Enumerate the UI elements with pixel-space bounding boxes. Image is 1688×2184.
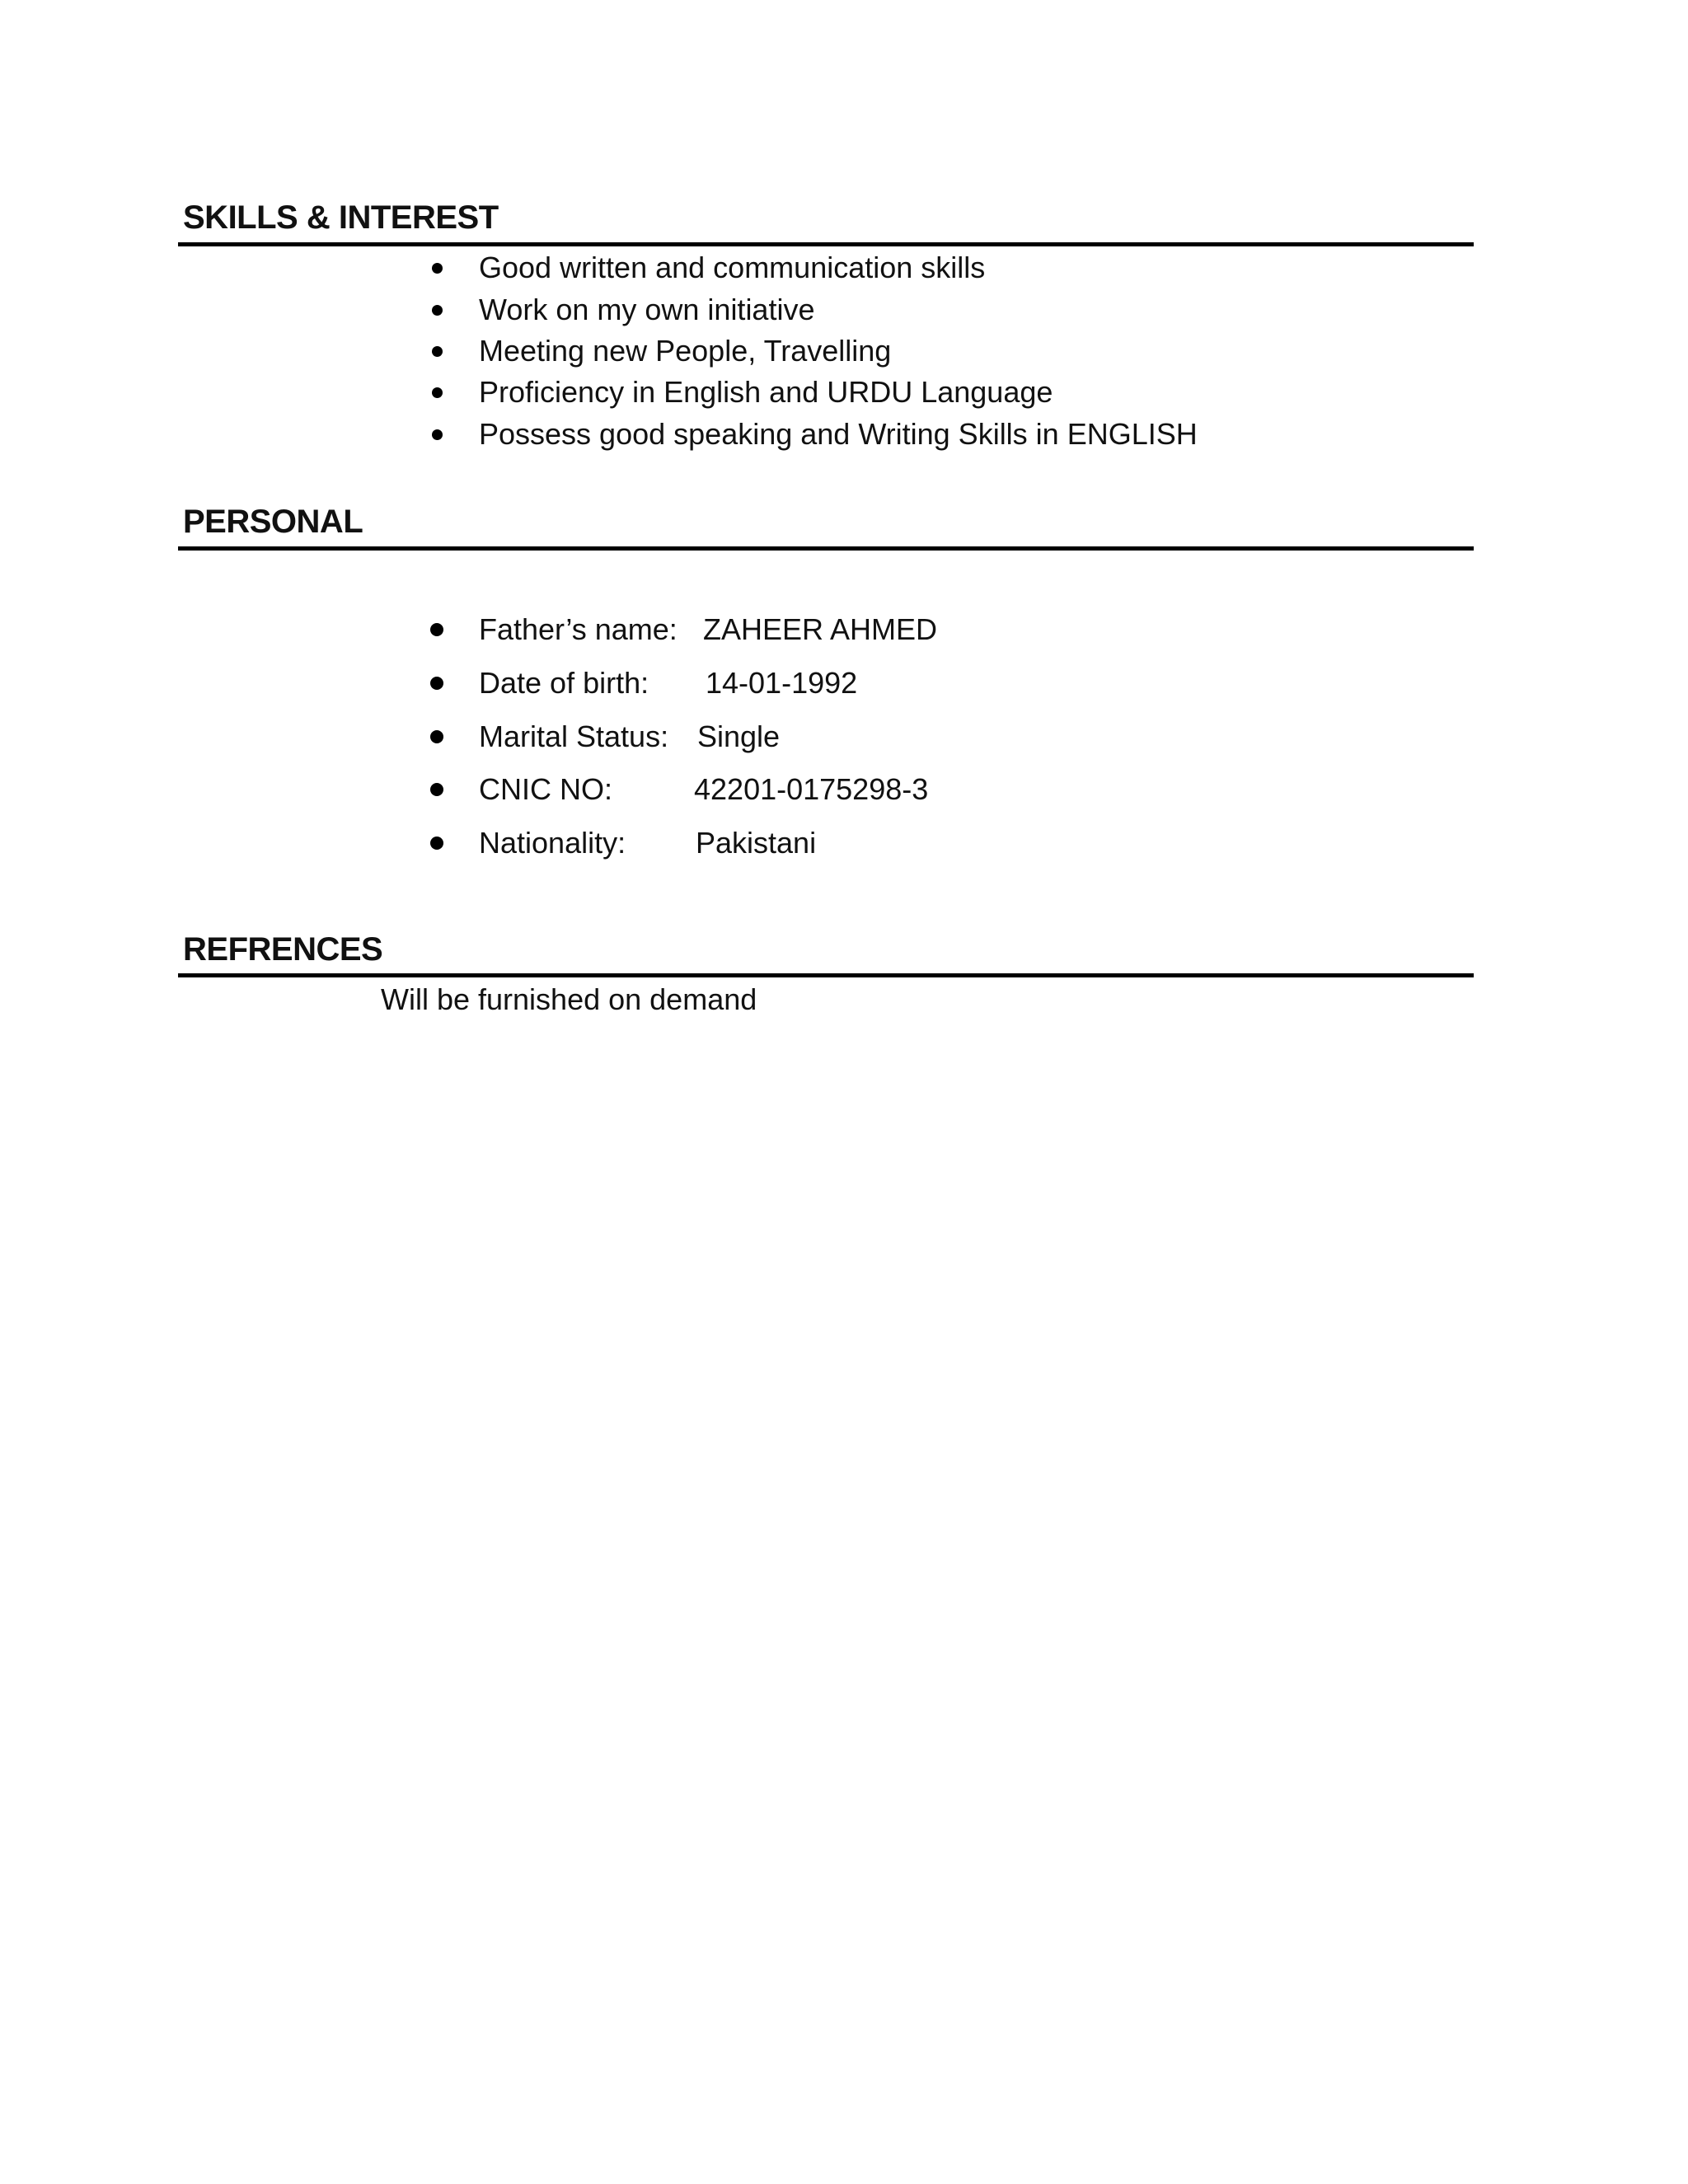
detail-label: Nationality: — [479, 826, 626, 860]
skill-text: Work on my own initiative — [479, 293, 815, 326]
bullet-icon — [432, 305, 443, 316]
references-text: Will be furnished on demand — [381, 982, 757, 1016]
detail-value: 42201-0175298-3 — [694, 772, 929, 806]
skill-text: Meeting new People, Travelling — [479, 334, 892, 368]
detail-value: 14-01-1992 — [706, 666, 858, 700]
bullet-icon — [430, 783, 443, 796]
detail-label: Marital Status: — [479, 719, 669, 753]
skill-text: Good written and communication skills — [479, 251, 986, 284]
references-section-title: REFRENCES — [183, 931, 383, 968]
bullet-icon — [432, 429, 443, 440]
bullet-icon — [430, 837, 443, 850]
detail-label: Date of birth: — [479, 666, 649, 700]
detail-label: Father’s name: — [479, 612, 678, 646]
skill-text: Proficiency in English and URDU Language — [479, 375, 1053, 409]
personal-divider — [178, 546, 1474, 551]
skill-text: Possess good speaking and Writing Skills in ENGLISH — [479, 417, 1198, 451]
references-divider — [178, 973, 1474, 977]
bullet-icon — [430, 730, 443, 743]
bullet-icon — [432, 346, 443, 357]
skills-divider — [178, 242, 1474, 246]
bullet-icon — [432, 387, 443, 398]
detail-value: Pakistani — [696, 826, 817, 860]
skills-section-title: SKILLS & INTEREST — [183, 199, 499, 236]
detail-value: Single — [697, 719, 781, 753]
bullet-icon — [430, 623, 443, 636]
personal-section-title: PERSONAL — [183, 504, 363, 540]
bullet-icon — [432, 263, 443, 274]
detail-label: CNIC NO: — [479, 772, 612, 806]
bullet-icon — [430, 677, 443, 690]
detail-value: ZAHEER AHMED — [703, 612, 938, 646]
